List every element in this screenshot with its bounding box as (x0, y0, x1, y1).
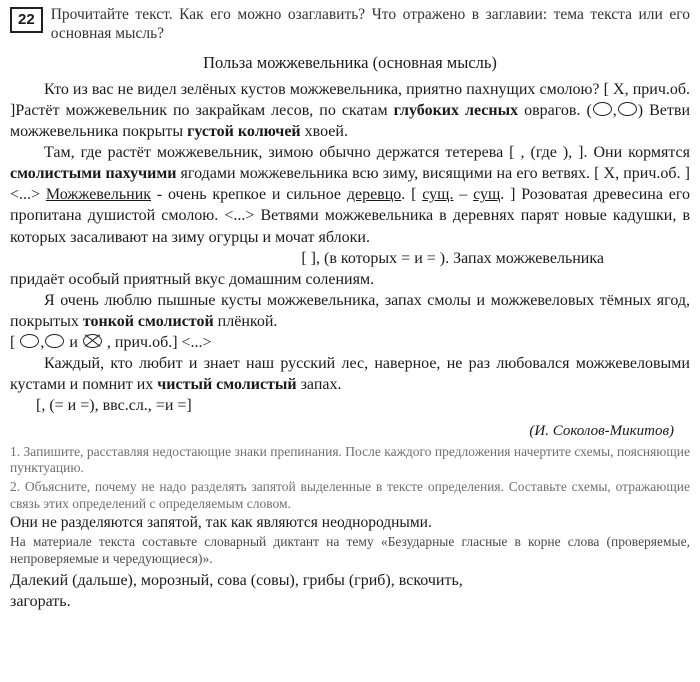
p4-part-a: Каждый, кто любит и знает наш русский лес, наверное, не раз любовался можжевеловыми кустами и помнит их (10, 355, 690, 394)
answer-2-line-2: загорать. (10, 592, 71, 610)
p1-part-e: ) Ветви можжевельника покрыты (10, 101, 691, 141)
paragraph-1 (10, 79, 690, 142)
circle-icon (593, 102, 612, 116)
question-2: 2. Объясните, почему не надо разделять запятой выделенные в тексте определения. Составьте схемы, отражающие связь этих определений с определяемым словом. (10, 479, 690, 512)
circle-icon (45, 334, 64, 348)
p2-part-g: . [ (401, 186, 423, 204)
p2-dash: – (453, 186, 474, 204)
p1-bold-2: густой колючей (187, 123, 301, 141)
question-1: 1. Запишите, расставляя недостающие знаки препинания. После каждого предложения начертите схемы, поясняющие пунктуацию. (10, 443, 690, 476)
exercise-task: Прочитайте текст. Как его можно озаглавить? Что отражено в заглавии: тема текста или его основная мысль? (50, 6, 690, 42)
paragraph-2 (10, 142, 690, 248)
p3-scheme-a: [ (10, 334, 20, 352)
p1-bold-1: глубоких лесных (393, 101, 519, 119)
p4-part-c: запах. (296, 376, 342, 394)
p2-part-e: - очень крепкое и сильное (151, 186, 347, 204)
exercise-header (10, 6, 690, 44)
p3-scheme-b: , (40, 334, 45, 352)
p3-part-c: плёнкой. (213, 313, 278, 331)
scheme-paragraph-3 (10, 332, 690, 353)
p3-scheme-d: , прич.об.] <...> (102, 334, 212, 352)
p2-bold-1: смолистыми пахучими (10, 165, 177, 183)
p2-underline-3: сущ. (422, 186, 454, 204)
question-3: На материале текста составьте словарный диктант на тему «Безударные гласные в корне слова (проверяемые, непроверяемые и чередующиеся)». (10, 534, 690, 567)
paragraph-4 (10, 353, 690, 395)
p2-part-c: ягодами можжевельника всю зиму, висящими на его ветвях. [ Х, прич.об. ]<...> (10, 165, 690, 204)
p1-part-a: Кто из вас не видел зелёных кустов можжевельника, приятно пахнущих смолою? [ Х, прич.об. ]Растёт можжевельник по закрайкам лесов, по скатам (10, 80, 690, 119)
p3-scheme-c: и (65, 334, 82, 352)
p2-part-k: . ] Розоватая древесина его пропитана душистой смолою. <...> Ветвями можжевельника в деревнях парят новые кадушки, в которых засаливают на зиму огурцы и мочат яблоки. (10, 186, 691, 246)
circle-icon (20, 334, 39, 348)
circle-icon (618, 102, 637, 116)
page-title: Польза можжевельника (основная мысль) (203, 52, 497, 72)
scheme-paragraph-4: [, (= и =), ввс.сл., =и =] (36, 397, 192, 415)
author-signature: (И. Соколов-Микитов) (529, 422, 674, 439)
p4-bold-1: чистый смолистый (157, 376, 297, 394)
p2-underline-4: сущ (473, 186, 501, 204)
p2-part-a: Там, где растёт можжевельник, зимою обычно держатся тетерева [ , (где ), ]. Они кормятся (44, 144, 690, 162)
p2-underline-1: Можжевельник (45, 186, 152, 204)
p1-part-c: оврагов. ( (518, 101, 592, 119)
p1-part-g: хвоей. (300, 123, 348, 141)
answer-2-line-1: Далекий (дальше), морозный, сова (совы), грибы (гриб), вскочить, (10, 571, 463, 589)
circle-crossed-icon (83, 334, 102, 348)
p3-part-a: Я очень люблю пышные кусты можжевельника, запах смолы и можжевеловых тёмных ягод, покрытых (10, 291, 690, 331)
scheme-paragraph-2: [ ], (в которых = и = ). Запах можжевельника (301, 249, 604, 267)
p1-comma: , (612, 101, 617, 119)
text-body (10, 79, 690, 417)
paragraph-3 (10, 290, 690, 332)
p3-bold-1: тонкой смолистой (82, 313, 214, 331)
answer-1: Они не разделяются запятой, так как являются неоднородными. (10, 514, 432, 532)
p2-underline-2: деревцо (346, 186, 402, 204)
exercise-number: 22 (10, 7, 43, 33)
paragraph-2-tail: придаёт особый приятный вкус домашним солениям. (10, 270, 375, 288)
